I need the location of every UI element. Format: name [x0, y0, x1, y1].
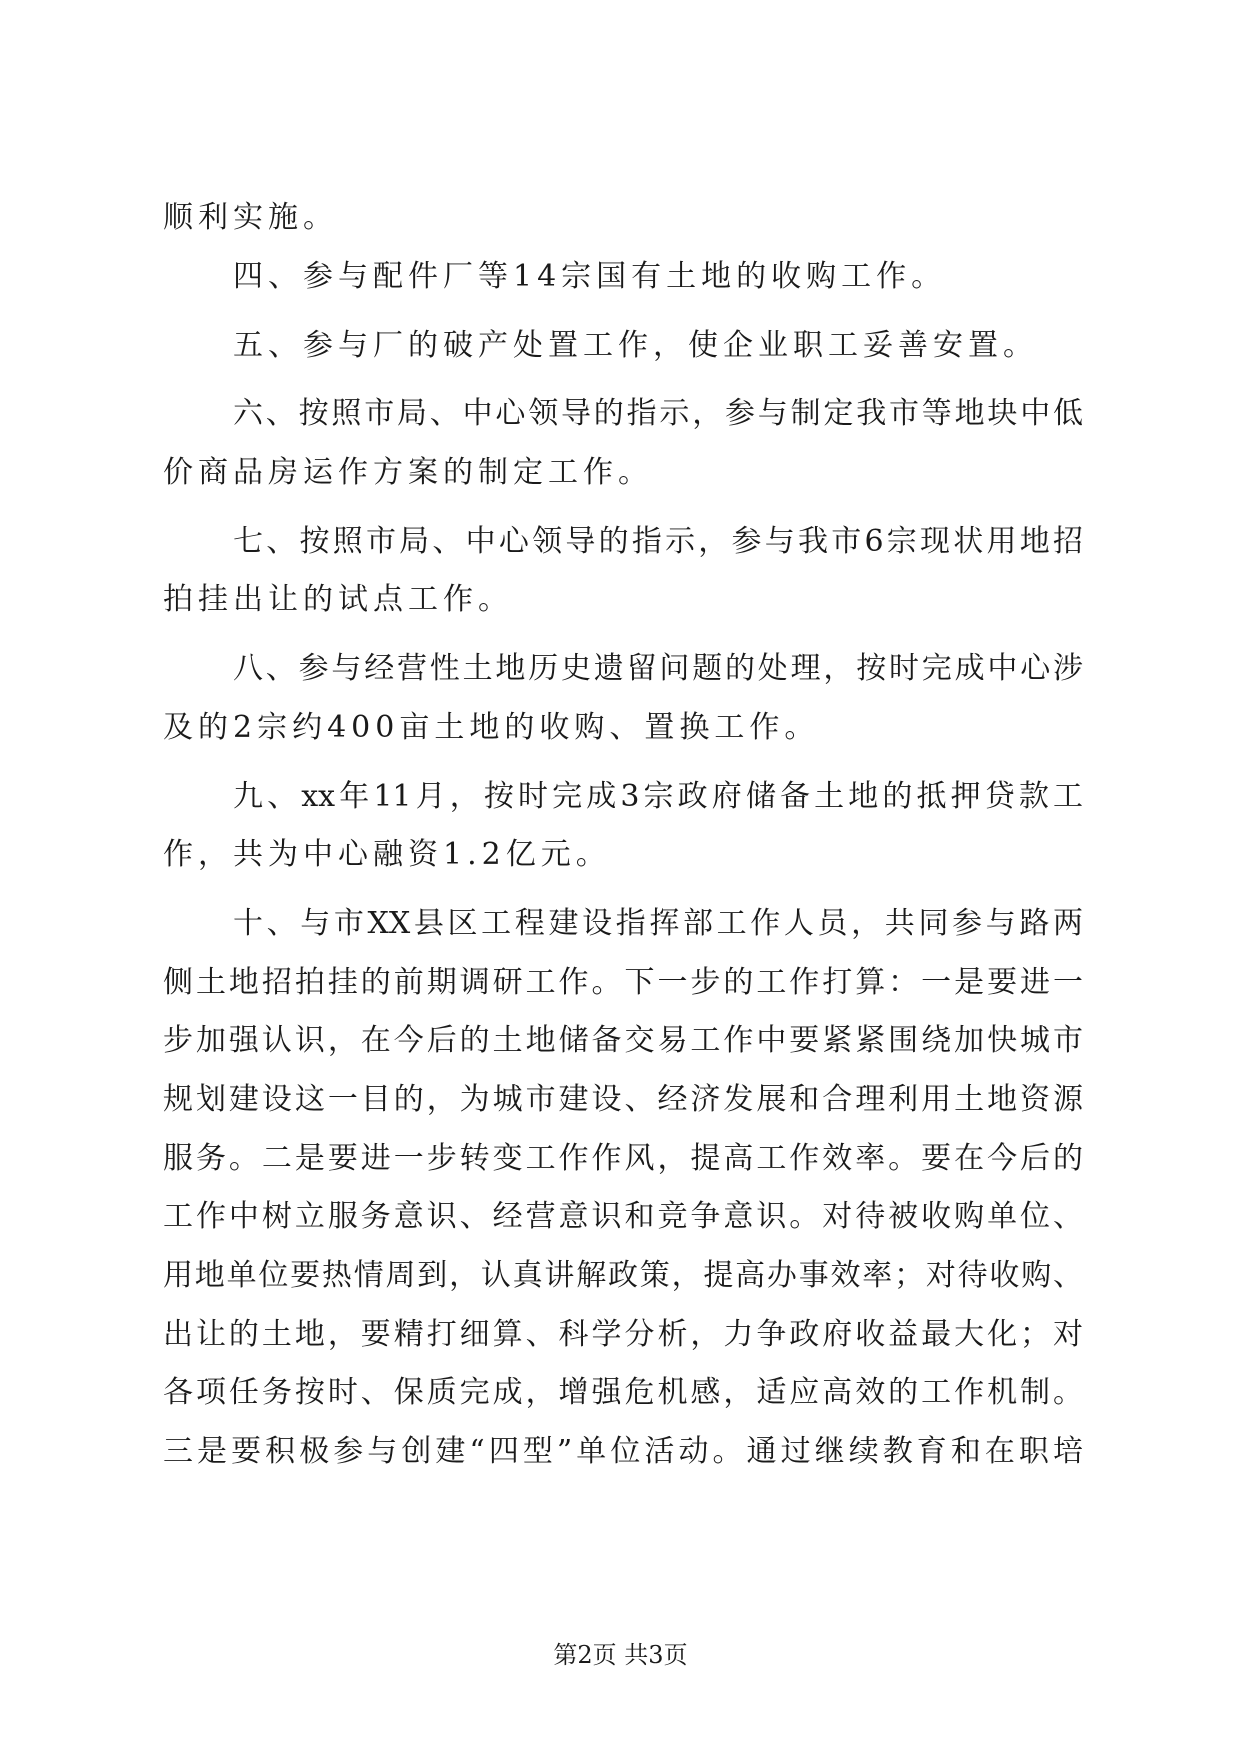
text-line: 用地单位要热情周到，认真讲解政策，提高办事效率；对待收购、	[163, 1258, 1083, 1293]
text-line: 服务。二是要进一步转变工作作风，提高工作效率。要在今后的	[163, 1141, 1083, 1176]
text-line: 侧土地招拍挂的前期调研工作。下一步的工作打算：一是要进一	[163, 965, 1083, 1000]
text-line: 十、与市XX县区工程建设指挥部工作人员，共同参与路两	[233, 906, 1083, 941]
text-line: 价商品房运作方案的制定工作。	[163, 455, 653, 490]
text-line: 九、xx年11月，按时完成3宗政府储备土地的抵押贷款工	[233, 779, 1083, 814]
text-line: 三是要积极参与创建“四型”单位活动。通过继续教育和在职培	[163, 1434, 1083, 1469]
text-line: 八、参与经营性土地历史遗留问题的处理，按时完成中心涉	[233, 651, 1083, 686]
text-line: 六、按照市局、中心领导的指示，参与制定我市等地块中低	[233, 396, 1083, 431]
text-line: 及的2宗约400亩土地的收购、置换工作。	[163, 710, 820, 745]
text-line: 顺利实施。	[163, 200, 338, 235]
text-line: 出让的土地，要精打细算、科学分析，力争政府收益最大化；对	[163, 1317, 1083, 1352]
text-line: 规划建设这一目的，为城市建设、经济发展和合理利用土地资源	[163, 1082, 1083, 1117]
text-line: 步加强认识，在今后的土地储备交易工作中要紧紧围绕加快城市	[163, 1023, 1083, 1058]
text-line: 各项任务按时、保质完成，增强危机感，适应高效的工作机制。	[163, 1375, 1083, 1410]
page-number-footer: 第2页 共3页	[553, 1641, 688, 1669]
text-line: 七、按照市局、中心领导的指示，参与我市6宗现状用地招	[233, 524, 1083, 559]
text-line: 五、参与厂的破产处置工作，使企业职工妥善安置。	[233, 328, 1038, 363]
text-line: 拍挂出让的试点工作。	[163, 582, 513, 617]
text-line: 工作中树立服务意识、经营意识和竞争意识。对待被收购单位、	[163, 1199, 1083, 1234]
text-line: 作，共为中心融资1.2亿元。	[163, 837, 611, 872]
text-line: 四、参与配件厂等14宗国有土地的收购工作。	[233, 259, 947, 294]
